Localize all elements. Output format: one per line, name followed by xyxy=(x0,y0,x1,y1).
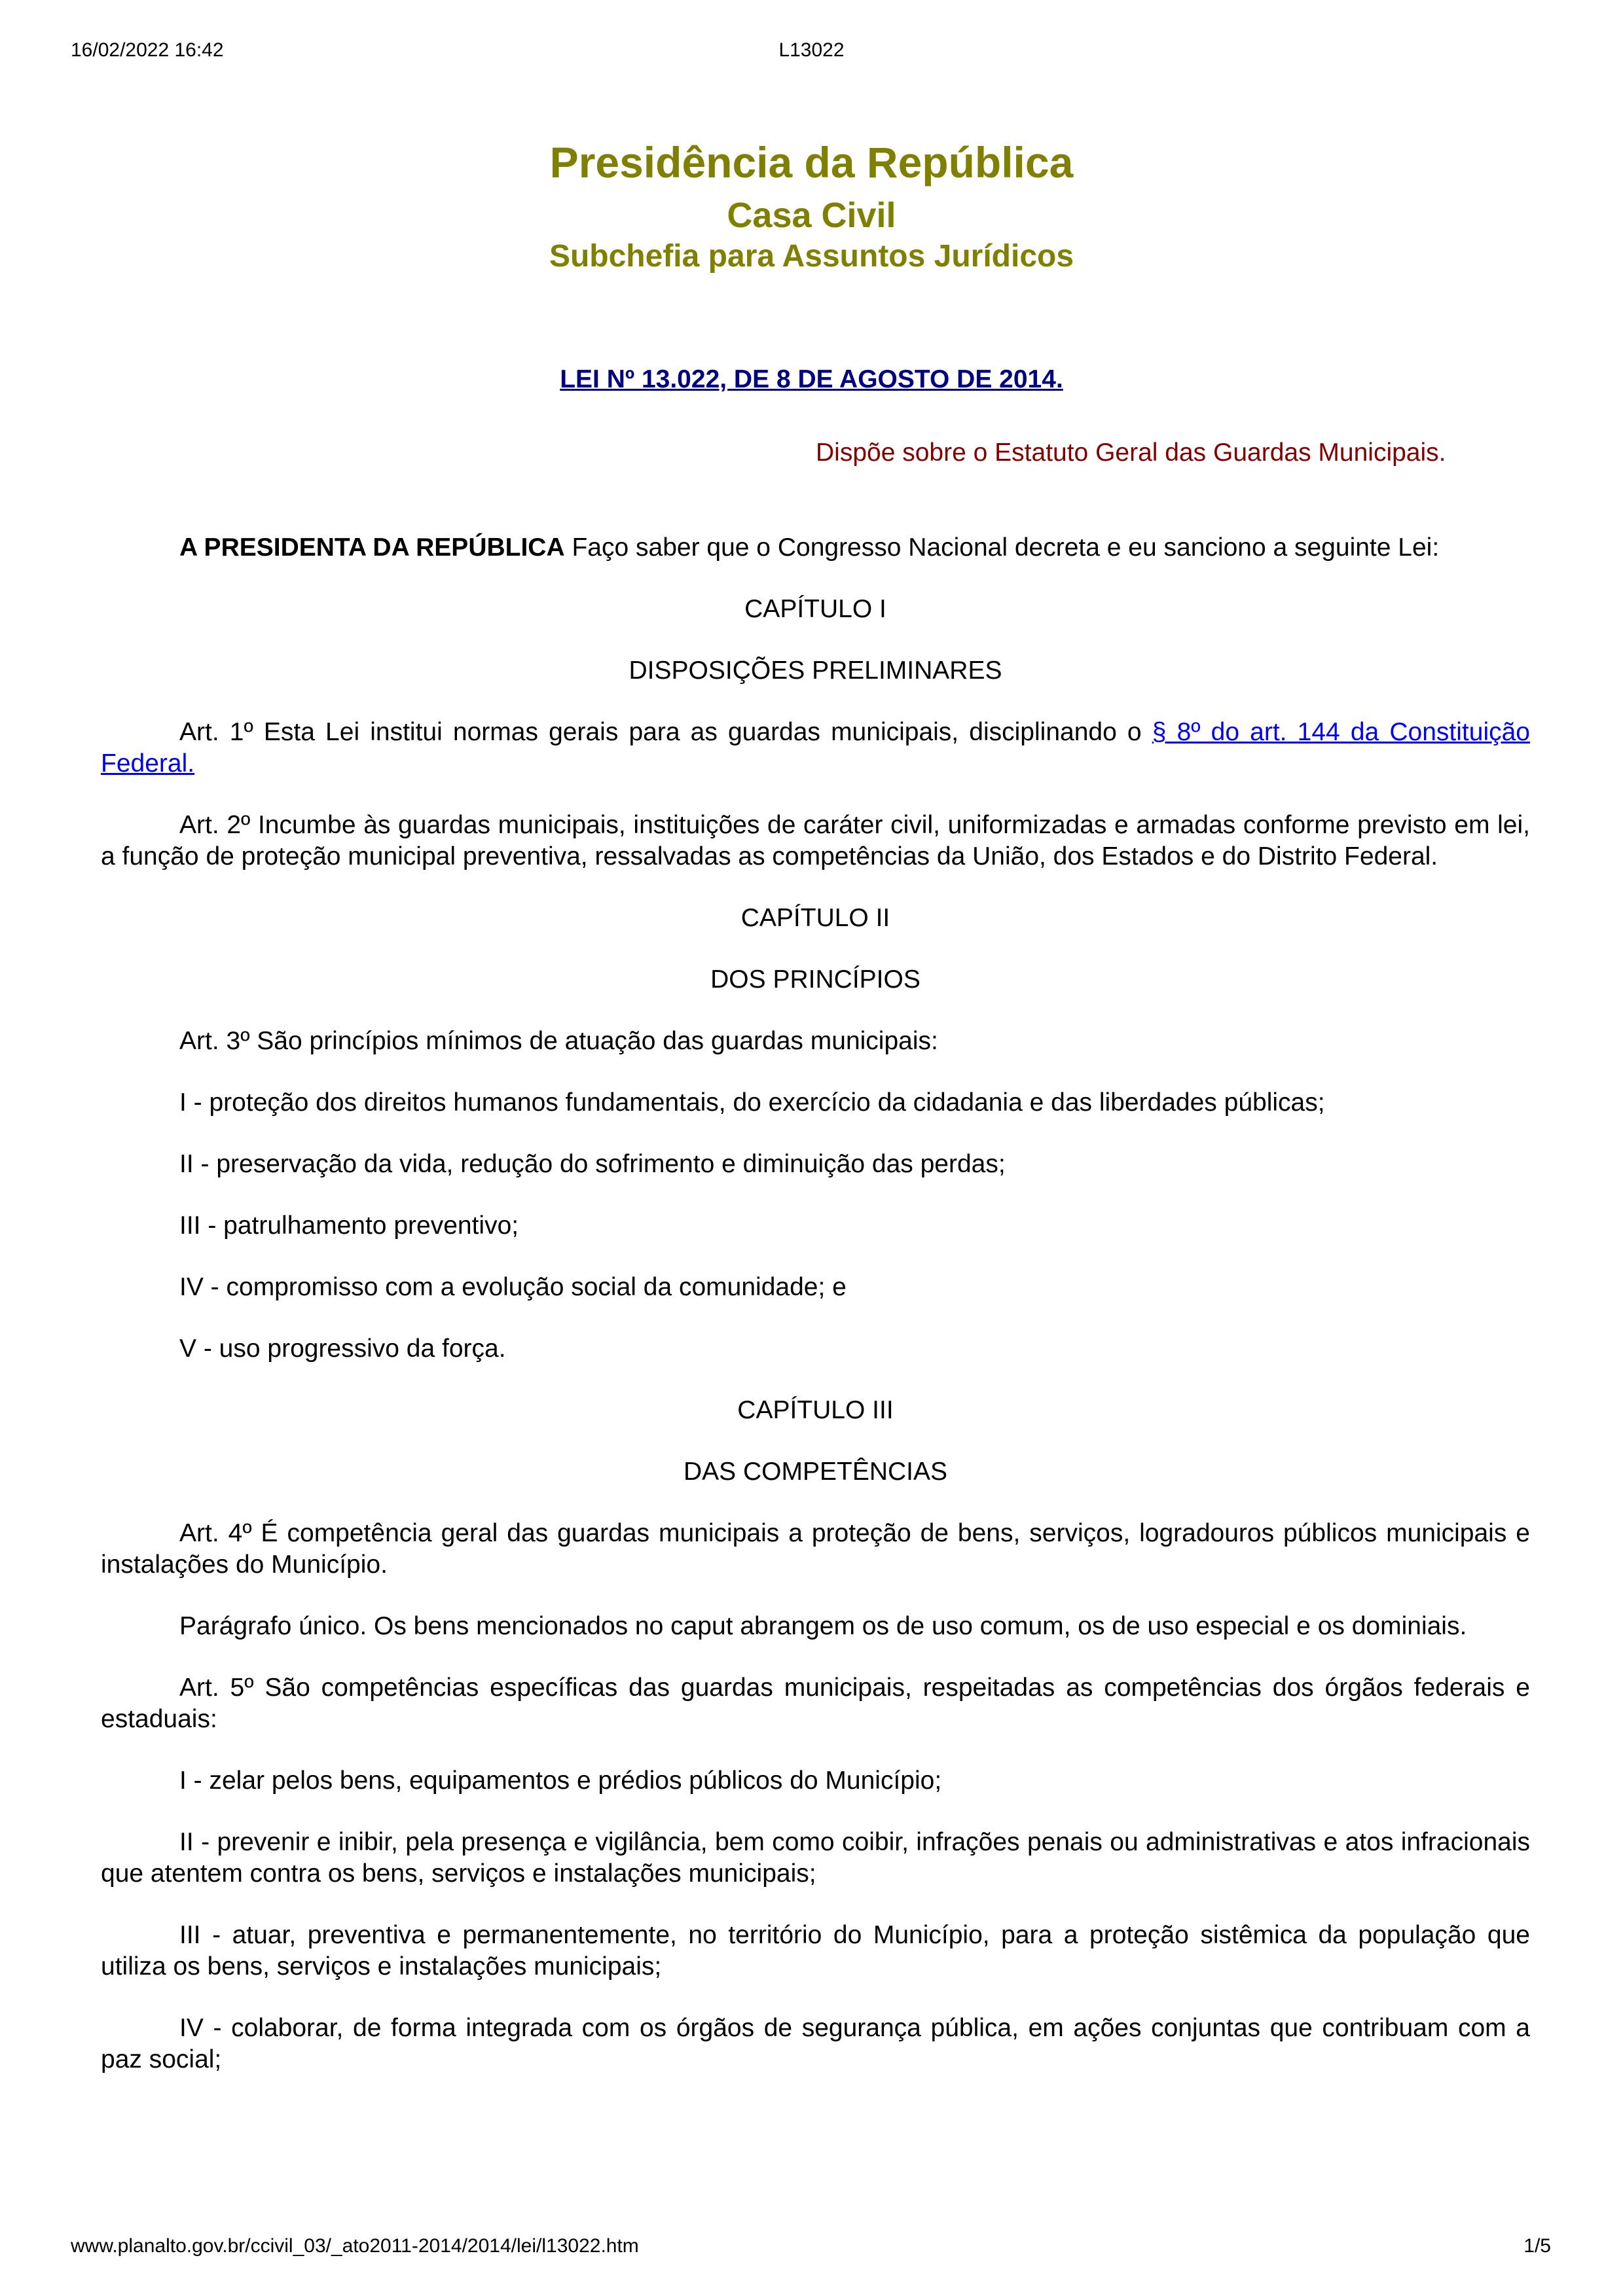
print-doc-title: L13022 xyxy=(778,39,845,61)
article-4-paragraph: Parágrafo único. Os bens mencionados no caput abrangem os de uso comum, os de uso especial e os dominiais. xyxy=(179,1612,1467,1640)
print-datetime: 16/02/2022 16:42 xyxy=(71,39,224,61)
chapter-3-name: DAS COMPETÊNCIAS xyxy=(683,1458,948,1486)
article-3-item: IV - compromisso com a evolução social da comunidade; e xyxy=(179,1273,847,1301)
chapter-1-name: DISPOSIÇÕES PRELIMINARES xyxy=(629,656,1002,685)
ementa: Dispõe sobre o Estatuto Geral das Guardas Municipais. xyxy=(816,439,1446,467)
article-1-text: Art. 1º Esta Lei institui normas gerais para as guardas municipais, disciplinando o xyxy=(179,718,1152,746)
article-3-item: II - preservação da vida, redução do sofrimento e diminuição das perdas; xyxy=(179,1150,1006,1178)
preamble xyxy=(101,532,1530,564)
article-3-item: III - patrulhamento preventivo; xyxy=(179,1211,519,1240)
law-body xyxy=(101,532,1530,2106)
print-source-url: www.planalto.gov.br/ccivil_03/_ato2011-2014/2014/lei/l13022.htm xyxy=(71,2235,639,2257)
article-5-item: II - prevenir e inibir, pela presença e vigilância, bem como coibir, infrações penais ou administrativas e atos infracionais que atentem contra os bens, serviços e instalações municipais; xyxy=(101,1828,1530,1888)
chapter-2-title: CAPÍTULO II xyxy=(740,904,890,932)
constitution-link[interactable]: § 8º do art. 144 da Constituição Federal. xyxy=(101,718,1530,778)
article-5-item: I - zelar pelos bens, equipamentos e prédios públicos do Município; xyxy=(179,1767,942,1795)
article-2: Art. 2º Incumbe às guardas municipais, instituições de caráter civil, uniformizadas e armadas conforme previsto em lei, a função de proteção municipal preventiva, ressalvadas as competências da União, dos Estados e do Distrito Federal. xyxy=(101,811,1530,870)
masthead-subchefia: Subchefia para Assuntos Jurídicos xyxy=(549,239,1074,274)
article-1 xyxy=(101,717,1530,780)
masthead-presidencia: Presidência da República xyxy=(549,138,1074,187)
law-title-link[interactable]: LEI Nº 13.022, DE 8 DE AGOSTO DE 2014. xyxy=(560,365,1063,393)
article-4: Art. 4º É competência geral das guardas municipais a proteção de bens, serviços, logradouros públicos municipais e instalações do Município. xyxy=(101,1519,1530,1579)
chapter-1-title: CAPÍTULO I xyxy=(744,595,886,623)
article-5-item: III - atuar, preventiva e permanentemente, no território do Município, para a proteção sistêmica da população que utiliza os bens, serviços e instalações municipais; xyxy=(101,1921,1530,1981)
chapter-2-name: DOS PRINCÍPIOS xyxy=(710,965,921,994)
article-3-item: I - proteção dos direitos humanos fundamentais, do exercício da cidadania e das liberdades públicas; xyxy=(179,1088,1325,1117)
article-3: Art. 3º São princípios mínimos de atuação das guardas municipais: xyxy=(179,1027,938,1055)
preamble-author: A PRESIDENTA DA REPÚBLICA xyxy=(179,533,565,562)
chapter-3-title: CAPÍTULO III xyxy=(737,1396,894,1424)
masthead-casa-civil: Casa Civil xyxy=(727,196,896,235)
article-3-item: V - uso progressivo da força. xyxy=(179,1335,506,1363)
article-5: Art. 5º São competências específicas das guardas municipais, respeitadas as competências dos órgãos federais e estaduais: xyxy=(101,1674,1530,1733)
preamble-text: Faço saber que o Congresso Nacional decreta e eu sanciono a seguinte Lei: xyxy=(564,533,1440,562)
print-page-number: 1/5 xyxy=(1523,2235,1551,2257)
article-5-item: IV - colaborar, de forma integrada com os órgãos de segurança pública, em ações conjuntas que contribuam com a paz social; xyxy=(101,2014,1530,2073)
